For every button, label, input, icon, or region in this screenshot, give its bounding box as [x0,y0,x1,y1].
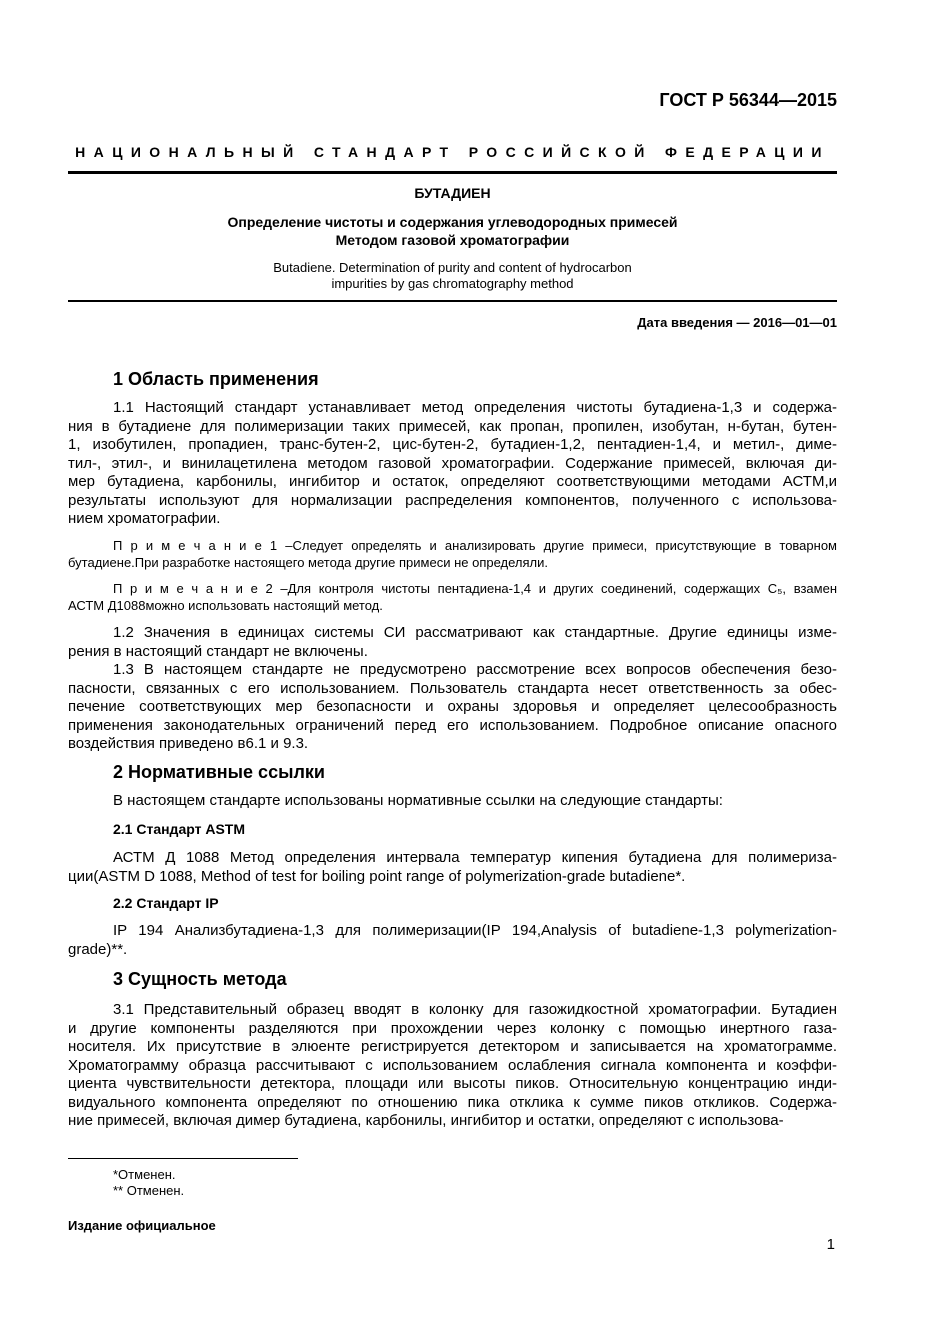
paragraph-3-1 [68,1001,837,1131]
text-line: мер бутадиена, карбонилы, ингибитор и остаток, определяют соответствующими методами АСТМ,и [68,473,837,490]
document-code: ГОСТ Р 56344—2015 [659,90,837,110]
paragraph-2-1 [68,849,837,886]
text-line: В настоящем стандарте использованы нормативные ссылки на следующие стандарты: [113,792,723,809]
section-1-heading: 1 Область применения [113,369,319,389]
section-2-heading: 2 Нормативные ссылки [113,762,325,782]
text-line: Хроматограмму образца рассчитывают с использованием ослабления сигнала компонента и коэффи- [68,1056,837,1074]
text-line: видуального компонента определяют по отношению пика отклика к сумме пиков откликов. Содержа- [68,1093,837,1111]
text-line: ния в бутадиене для полимеризации таких примесей, как пропан, пропилен, изобутан, н-бутан, бутен- [68,417,837,435]
text-line: бутадиене.При разработке настоящего метода другие примеси не определяли. [68,554,548,570]
text-line: grade)**. [68,940,128,958]
text-line: ние примесей, включая димер бутадиена, карбонилы, ингибитор и остатки, определяют с использова- [68,1112,784,1129]
text-line: тил-, этил-, и винилацетилена методом газовой хроматографии. Содержание примесей, включая ди- [68,454,837,472]
subtitle-ru-1: Определение чистоты и содержания углеводородных примесей [227,214,678,230]
text-line: результаты используют для нормализации распределения компонентов, полученного с использова- [68,491,837,509]
subtitle-en-2: impurities by gas chromatography method [331,276,574,291]
text-line: и другие компоненты разделяются при прохождении через колонку с помощью инертного газа- [68,1019,837,1037]
text-line: П р и м е ч а н и е 2 –Для контроля чистоты пентадиена-1,4 и других соединений, содержащих C₅, взамен [113,581,837,596]
footnote-1: *Отменен. [113,1167,176,1182]
text-line: нием хроматографии. [68,510,221,527]
footnote-2: ** Отменен. [113,1183,185,1198]
text-line: воздействия приведено в6.1 и 9.3. [68,735,309,752]
paragraph-2-intro [68,792,837,811]
text-line: 1, изобутилен, пропадиен, транс-бутен-2, цис-бутен-2, бутадиен-1,2, пентадиен-1,4, и метил-, диме- [68,436,837,453]
paragraph-1-2 [68,624,837,661]
page-number: 1 [826,1236,835,1253]
note-1 [68,538,837,571]
text-line: циента чувствительности детектора, площади или высоты пиков. Относительную концентрацию инди- [68,1075,837,1092]
text-line: пасности, связанных с его использованием. Пользователь стандарта несет ответственность за обес- [68,679,837,697]
text-line: рения в настоящий стандарт не включены. [68,642,368,660]
text-line: 1.1 Настоящий стандарт устанавливает метод определения чистоты бутадиена-1,3 и содержа- [113,399,837,416]
footnote-divider [68,1158,298,1159]
thick-divider [68,171,837,174]
text-line: 1.2 Значения в единицах системы СИ рассматривают как стандартные. Другие единицы изме- [113,624,837,641]
paragraph-1-3 [68,661,837,754]
national-standard-title: НАЦИОНАЛЬНЫЙ СТАНДАРТ РОССИЙСКОЙ ФЕДЕРАЦИИ [75,144,830,160]
note-2 [68,581,837,614]
subtitle-en-1: Butadiene. Determination of purity and content of hydrocarbon [273,260,632,275]
introduction-date: Дата введения — 2016—01—01 [637,315,837,330]
paragraph-2-2 [68,922,837,959]
official-edition-label: Издание официальное [68,1218,216,1233]
text-line: АСТМ Д 1088 Метод определения интервала температур кипения бутадиена для полимериза- [113,849,837,866]
subsection-2-1-heading: 2.1 Стандарт ASTM [113,821,246,837]
text-line: 3.1 Представительный образец вводят в колонку для газожидкостной хроматографии. Бутадиен [113,1001,837,1018]
paragraph-1-1 [68,399,837,529]
text-line: АСТМ Д1088можно использовать настоящий метод. [68,597,383,613]
thin-divider [68,300,837,302]
text-line: носителя. Их присутствие в элюенте регистрируется детектором и записывается на хроматограмме. [68,1038,837,1055]
text-line: ции(ASTM D 1088, Method of test for boiling point range of polymerization-grade butadiene*. [68,867,686,885]
document-title: БУТАДИЕН [414,185,491,201]
text-line: печение соответствующих мер безопасности и охраны здоровья и определяет целесообразность [68,698,837,715]
subsection-2-2-heading: 2.2 Стандарт IP [113,895,219,911]
text-line: применения законодательных ограничений перед его использованием. Подробное описание опасного [68,716,837,734]
text-line: 1.3 В настоящем стандарте не предусмотрено рассмотрение всех вопросов обеспечения безо- [113,661,837,678]
section-3-heading: 3 Сущность метода [113,969,287,989]
text-line: IP 194 Анализбутадиена-1,3 для полимеризации(IP 194,Analysis of butadiene-1,3 polymerization- [113,922,837,939]
subtitle-ru-2: Методом газовой хроматографии [335,232,570,248]
text-line: П р и м е ч а н и е 1 –Следует определять и анализировать другие примеси, присутствующие в товарном [113,538,837,553]
